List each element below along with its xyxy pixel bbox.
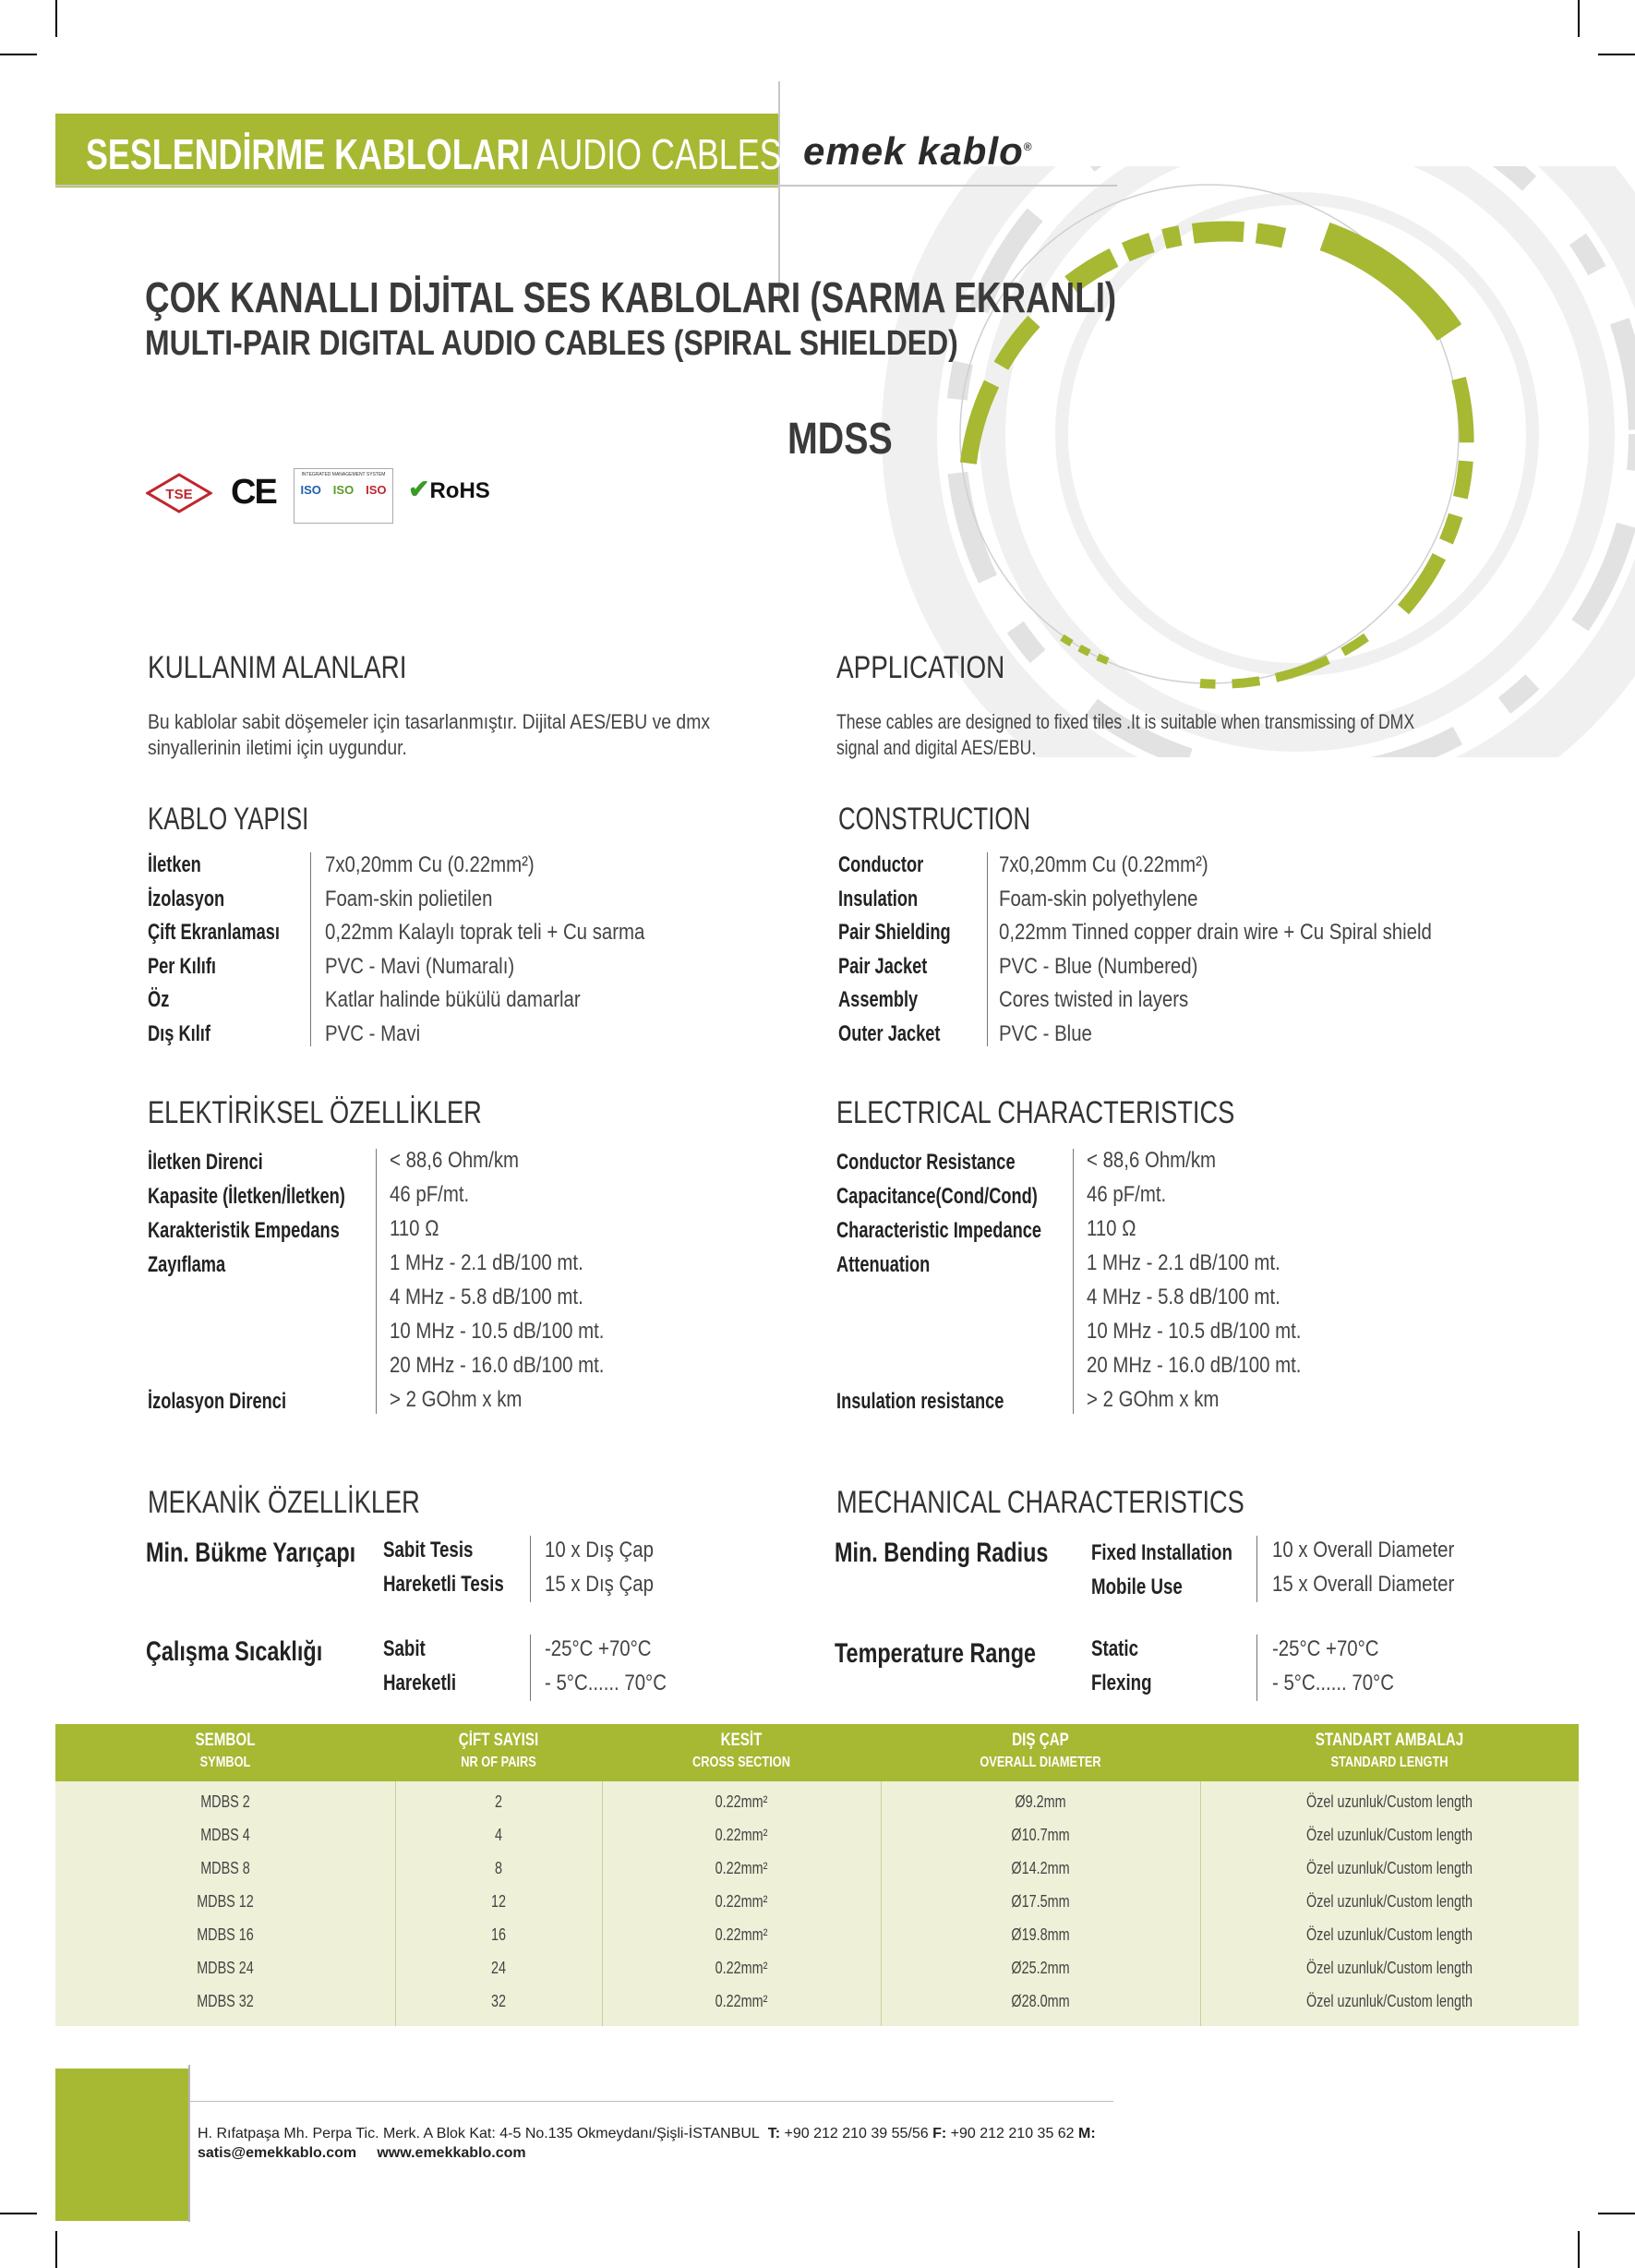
electrical-label-tr: Zayıflama: [148, 1252, 226, 1277]
bend-fixed-value-en: 10 x Overall Diameter: [1272, 1538, 1455, 1562]
mech-bend-divider-tr: [530, 1536, 531, 1602]
footer-line2: [198, 2143, 1096, 2163]
mech-temp-divider-tr: [530, 1635, 531, 1701]
iso-icon: ISO: [366, 483, 387, 497]
electrical-value-en: < 88,6 Ohm/km: [1087, 1148, 1217, 1173]
table-header-cell-en: NR OF PAIRS: [461, 1755, 536, 1770]
electrical-value-en: 4 MHz - 5.8 dB/100 mt.: [1087, 1285, 1280, 1309]
table-cell: Özel uzunluk/Custom length: [1305, 1959, 1473, 1977]
table-cell: 12: [490, 1892, 507, 1911]
brand-name: emek kablo: [803, 129, 1024, 173]
construction-label-tr: İzolasyon: [148, 886, 225, 911]
tse-logo-icon: [146, 473, 212, 513]
table-cell: Ø14.2mm: [1011, 1859, 1070, 1877]
bend-mobile-value-en: 15 x Overall Diameter: [1272, 1572, 1455, 1597]
footer-phone: +90 212 210 39 55/56: [784, 2126, 929, 2141]
crop-mark: [1578, 2231, 1580, 2268]
product-code: MDSS: [787, 415, 893, 464]
table-cell: Özel uzunluk/Custom length: [1305, 1925, 1473, 1944]
electrical-label-en: Capacitance(Cond/Cond): [836, 1184, 1038, 1209]
bend-fixed-value-tr: 10 x Dış Çap: [545, 1538, 654, 1562]
table-header-cell-en: STANDARD LENGTH: [1330, 1755, 1449, 1770]
table-cell: Ø25.2mm: [1011, 1959, 1070, 1977]
construction-label-tr: Dış Kılıf: [148, 1020, 210, 1046]
temp-range-label-tr: Çalışma Sıcaklığı: [146, 1636, 323, 1667]
iso-icon: ISO: [300, 483, 321, 497]
electrical-value-tr: 4 MHz - 5.8 dB/100 mt.: [390, 1285, 583, 1309]
brand-registered-mark: ®: [1023, 140, 1033, 153]
construction-value-tr: PVC - Mavi: [325, 1020, 421, 1046]
application-text-tr-line2: sinyallerinin iletimi için uygundur.: [148, 736, 407, 759]
table-cell: Özel uzunluk/Custom length: [1305, 1826, 1473, 1844]
construction-divider-en: [987, 852, 988, 1046]
construction-label-en: Insulation: [838, 886, 919, 911]
bend-mobile-value-tr: 15 x Dış Çap: [545, 1572, 654, 1597]
temp-flex-label-en: Flexing: [1091, 1671, 1152, 1695]
construction-value-en: PVC - Blue (Numbered): [999, 953, 1198, 979]
table-cell: Özel uzunluk/Custom length: [1305, 1892, 1473, 1911]
table-cell: MDBS 12: [197, 1892, 254, 1911]
table-cell: MDBS 2: [200, 1792, 250, 1811]
temp-static-value-en: -25°C +70°C: [1272, 1636, 1379, 1661]
construction-label-en: Outer Jacket: [838, 1020, 941, 1046]
rohs-logo-icon: [408, 474, 490, 504]
temp-static-label-tr: Sabit: [383, 1636, 426, 1661]
bend-mobile-label-tr: Hareketli Tesis: [383, 1572, 504, 1597]
electrical-value-tr: 1 MHz - 2.1 dB/100 mt.: [390, 1250, 583, 1275]
crop-mark: [0, 2213, 37, 2214]
table-cell: 32: [490, 1992, 507, 2010]
bend-fixed-label-tr: Sabit Tesis: [383, 1538, 474, 1562]
construction-value-tr: Foam-skin polietilen: [325, 886, 493, 911]
construction-label-tr: Öz: [148, 987, 170, 1012]
temp-flex-value-tr: - 5°C...... 70°C: [545, 1671, 667, 1695]
construction-heading-en: CONSTRUCTION: [838, 802, 1031, 837]
construction-label-tr: Per Kılıfı: [148, 953, 216, 979]
temp-static-value-tr: -25°C +70°C: [545, 1636, 652, 1661]
construction-value-tr: 7x0,20mm Cu (0.22mm²): [325, 852, 535, 877]
footer-rule: [190, 2101, 1113, 2102]
footer-phone-label: T:: [767, 2126, 781, 2141]
crop-mark: [1598, 2213, 1635, 2214]
electrical-value-en: 110 Ω: [1087, 1216, 1136, 1241]
bend-mobile-label-en: Mobile Use: [1091, 1574, 1183, 1599]
bend-fixed-label-en: Fixed Installation: [1091, 1540, 1232, 1565]
header-title: [86, 129, 782, 179]
table-cell: Ø19.8mm: [1011, 1925, 1070, 1944]
header-title-bold: SESLENDİRME KABLOLARI: [86, 130, 530, 178]
table-cell: 4: [494, 1826, 502, 1844]
table-cell: 0.22mm²: [715, 1925, 768, 1944]
electrical-value-tr: < 88,6 Ohm/km: [390, 1148, 520, 1173]
crop-mark: [55, 0, 57, 37]
rohs-text: RoHS: [429, 478, 490, 503]
table-cell: MDBS 4: [200, 1826, 250, 1844]
table-header-cell-en: OVERALL DIAMETER: [980, 1755, 1101, 1770]
table-cell: Ø10.7mm: [1011, 1826, 1070, 1844]
construction-value-tr: Katlar halinde bükülü damarlar: [325, 987, 581, 1012]
tse-text: TSE: [165, 487, 193, 502]
construction-value-tr: PVC - Mavi (Numaralı): [325, 953, 515, 979]
table-cell: 16: [490, 1925, 507, 1944]
page-title-tr: ÇOK KANALLI DİJİTAL SES KABLOLARI (SARMA EKRANLI): [145, 273, 1117, 321]
construction-value-en: PVC - Blue: [999, 1020, 1092, 1046]
table-cell: 0.22mm²: [715, 1826, 768, 1844]
table-cell: 8: [494, 1859, 502, 1877]
brand-logo: [803, 129, 1033, 174]
application-text-en-line1: These cables are designed to fixed tiles .It is suitable when transmissing of DMX: [836, 710, 1415, 733]
electrical-value-tr: 10 MHz - 10.5 dB/100 mt.: [390, 1319, 605, 1344]
mech-bend-divider-en: [1256, 1536, 1257, 1602]
table-cell: Özel uzunluk/Custom length: [1305, 1992, 1473, 2010]
mechanical-heading-en: MECHANICAL CHARACTERISTICS: [836, 1485, 1244, 1520]
construction-label-tr: Çift Ekranlaması: [148, 920, 280, 945]
construction-label-en: Conductor: [838, 852, 924, 877]
table-header-cell-en: CROSS SECTION: [692, 1755, 790, 1770]
electrical-value-tr: > 2 GOhm x km: [390, 1387, 523, 1412]
electrical-label-tr: İzolasyon Direnci: [148, 1389, 287, 1414]
temp-flex-label-tr: Hareketli: [383, 1671, 457, 1695]
mech-temp-divider-en: [1256, 1635, 1257, 1701]
construction-value-en: Cores twisted in layers: [999, 987, 1189, 1012]
footer-fax: +90 212 210 35 62: [950, 2126, 1075, 2141]
iso-icons-row: [295, 483, 392, 497]
electrical-label-tr: Kapasite (İletken/İletken): [148, 1184, 345, 1209]
footer-contact: [198, 2124, 1096, 2163]
ce-mark-icon: CE: [231, 473, 276, 512]
table-header-cell-tr: KESİT: [720, 1731, 763, 1750]
footer-fax-label: F:: [932, 2126, 947, 2141]
construction-label-en: Assembly: [838, 987, 919, 1012]
table-cell: Özel uzunluk/Custom length: [1305, 1859, 1473, 1877]
table-cell: 24: [490, 1959, 507, 1977]
iso-certification-badge: [294, 468, 393, 524]
table-header-cell-en: SYMBOL: [199, 1755, 251, 1770]
electrical-label-tr: Karakteristik Empedans: [148, 1218, 340, 1243]
mechanical-heading-tr: MEKANİK ÖZELLİKLER: [148, 1485, 420, 1520]
electrical-value-en: 20 MHz - 16.0 dB/100 mt.: [1087, 1353, 1302, 1378]
electrical-value-en: 10 MHz - 10.5 dB/100 mt.: [1087, 1319, 1302, 1344]
electrical-value-tr: 46 pF/mt.: [390, 1182, 470, 1207]
electrical-label-tr: İletken Direnci: [148, 1150, 263, 1175]
electrical-label-en: Conductor Resistance: [836, 1150, 1016, 1175]
electrical-label-en: Characteristic Impedance: [836, 1218, 1042, 1243]
table-cell: 0.22mm²: [715, 1959, 768, 1977]
page-title-en: MULTI-PAIR DIGITAL AUDIO CABLES (SPIRAL SHIELDED): [145, 324, 958, 363]
footer-email-link[interactable]: satis@emekkablo.com: [198, 2145, 357, 2161]
temp-static-label-en: Static: [1091, 1636, 1138, 1661]
table-cell: Ø28.0mm: [1011, 1992, 1070, 2010]
table-header-cell-tr: DIŞ ÇAP: [1012, 1731, 1069, 1750]
ims-label: INTEGRATED MANAGEMENT SYSTEM: [301, 472, 386, 477]
header-title-light: AUDIO CABLES: [536, 130, 782, 178]
footer-address: H. Rıfatpaşa Mh. Perpa Tic. Merk. A Blok Kat: 4-5 No.135 Okmeydanı/Şişli-İSTANBUL: [198, 2126, 760, 2141]
application-heading-tr: KULLANIM ALANLARI: [148, 650, 407, 685]
table-cell: Ø9.2mm: [1015, 1792, 1066, 1811]
construction-divider-tr: [310, 852, 311, 1046]
rohs-check-icon: ✔: [408, 475, 430, 503]
electrical-divider-tr: [376, 1149, 377, 1414]
application-text-tr-line1: Bu kablolar sabit döşemeler için tasarlanmıştır. Dijital AES/EBU ve dmx: [148, 710, 711, 733]
table-cell: MDBS 24: [197, 1959, 254, 1977]
table-cell: 2: [494, 1792, 502, 1811]
table-header-cell-tr: ÇİFT SAYISI: [458, 1731, 539, 1750]
construction-label-en: Pair Shielding: [838, 920, 951, 945]
table-cell: 0.22mm²: [715, 1792, 768, 1811]
application-text-en-line2: signal and digital AES/EBU.: [836, 736, 1037, 759]
construction-value-tr: 0,22mm Kalaylı toprak teli + Cu sarma: [325, 920, 645, 945]
table-cell: MDBS 16: [197, 1925, 254, 1944]
crop-mark: [55, 2231, 57, 2268]
bend-radius-label-tr: Min. Bükme Yarıçapı: [146, 1538, 356, 1568]
application-heading-en: APPLICATION: [836, 650, 1005, 685]
electrical-value-en: > 2 GOhm x km: [1087, 1387, 1220, 1412]
electrical-heading-en: ELECTRICAL CHARACTERISTICS: [836, 1095, 1235, 1130]
bend-radius-label-en: Min. Bending Radius: [835, 1538, 1049, 1568]
electrical-heading-tr: ELEKTİRİKSEL ÖZELLİKLER: [148, 1095, 482, 1130]
electrical-label-en: Insulation resistance: [836, 1389, 1004, 1414]
footer-mail-label: M:: [1078, 2126, 1096, 2141]
table-cell: 0.22mm²: [715, 1892, 768, 1911]
footer-divider: [188, 2065, 190, 2222]
temp-range-label-en: Temperature Range: [835, 1638, 1037, 1669]
crop-mark: [1598, 54, 1635, 55]
construction-value-en: 0,22mm Tinned copper drain wire + Cu Spiral shield: [999, 920, 1432, 945]
table-header-cell-tr: STANDART AMBALAJ: [1315, 1731, 1464, 1750]
table-cell: Ø17.5mm: [1011, 1892, 1070, 1911]
electrical-value-tr: 20 MHz - 16.0 dB/100 mt.: [390, 1353, 605, 1378]
table-cell: MDBS 8: [200, 1859, 250, 1877]
header-divider: [778, 81, 780, 303]
construction-value-en: Foam-skin polyethylene: [999, 886, 1198, 911]
electrical-label-en: Attenuation: [836, 1252, 931, 1277]
table-cell: 0.22mm²: [715, 1992, 768, 2010]
header-rule: [55, 185, 1117, 187]
crop-mark: [1578, 0, 1580, 37]
construction-heading-tr: KABLO YAPISI: [148, 802, 309, 837]
temp-flex-value-en: - 5°C...... 70°C: [1272, 1671, 1394, 1695]
table-cell: Özel uzunluk/Custom length: [1305, 1792, 1473, 1811]
table-cell: MDBS 32: [197, 1992, 254, 2010]
construction-value-en: 7x0,20mm Cu (0.22mm²): [999, 852, 1208, 877]
crop-mark: [0, 54, 37, 55]
construction-label-tr: İletken: [148, 852, 201, 877]
electrical-value-tr: 110 Ω: [390, 1216, 439, 1241]
footer-accent-block: [55, 2069, 190, 2221]
iso-icon: ISO: [332, 483, 355, 497]
electrical-value-en: 1 MHz - 2.1 dB/100 mt.: [1087, 1250, 1280, 1275]
footer-line1: [198, 2124, 1096, 2143]
table-header-cell-tr: SEMBOL: [195, 1731, 256, 1750]
table-cell: 0.22mm²: [715, 1859, 768, 1877]
electrical-value-en: 46 pF/mt.: [1087, 1182, 1167, 1207]
construction-label-en: Pair Jacket: [838, 953, 928, 979]
electrical-divider-en: [1073, 1149, 1074, 1414]
footer-website-link[interactable]: www.emekkablo.com: [377, 2145, 526, 2161]
